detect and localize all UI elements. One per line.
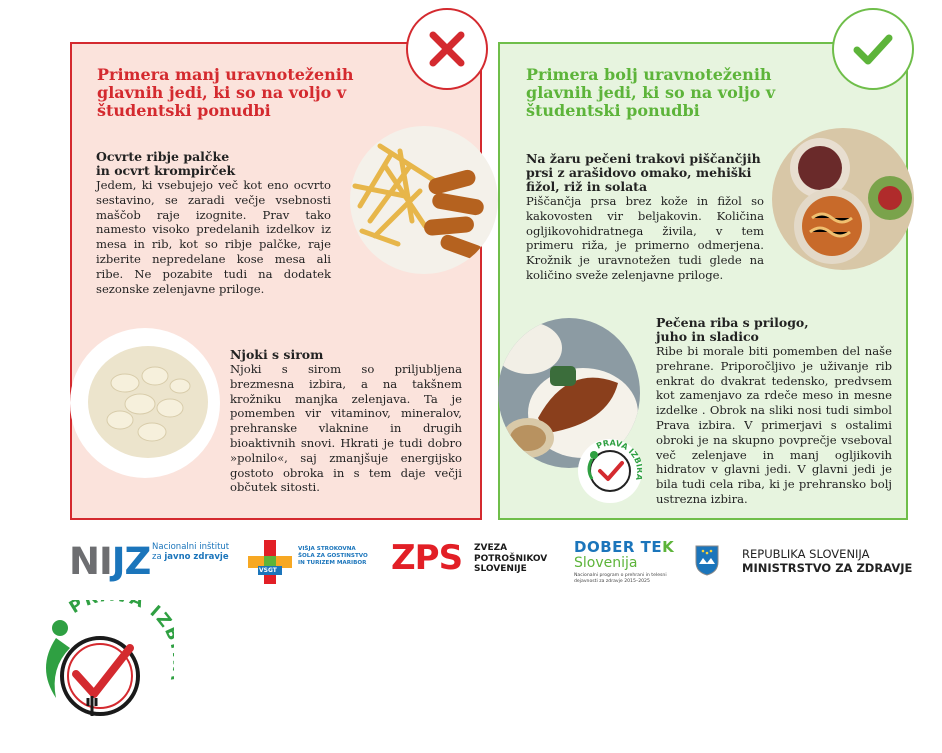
ministry-name: REPUBLIKA SLOVENIJA MINISTRSTVO ZA ZDRAVJE (742, 547, 913, 575)
nijz-logo: NIJZ (69, 540, 151, 583)
item-text: Jedem, ki vsebujejo več kot eno ocvrto sestavino, se zaradi večje vsebnosti maščob raje izognite. Prav tako namesto visoko predelanih izdelkov iz mesa in rib, kot so ribje palčke, raje izberite nepredelane kose mesa ali ribe. Ne pozabite tudi na dodatek sezonske zelenjavne priloge. (96, 178, 331, 296)
gnocchi-photo (70, 328, 220, 478)
fish-item (656, 316, 892, 507)
svg-text:PRAVA IZBIRA: P A IZ (65, 600, 174, 633)
item-heading: Na žaru pečeni trakovi piščančjih prsi z arašidovo omako, mehiški fižol, riž in solata (526, 151, 761, 194)
svg-text:PRAVA IZBIRA: PRAVA IZB (595, 439, 642, 466)
check-badge (832, 8, 914, 90)
item-text: Ribe bi morale biti pomemben del naše prehrane. Priporočljivo je uživanje rib enkrat do dvakrat tedensko, predvsem kot zamenjavo za rdeče meso in mesne izdelke . Obrok na sliki nosi tudi simbol Prava izbira. V primerjavi s ostalimi obroki je na skupno povprečje vseboval več zelenjave in manj ogljikovih hidratov v glavni jedi. V glavni jedi je bila tudi cela riba, ki je prehransko bolj ustrezna izbira. (656, 344, 892, 506)
item-text: Njoki s sirom so priljubljena brezmesna izbira, a na takšnem krožniku manjka zelenjava. Ta je pomemben vir vitaminov, mineralov, prehranske vlaknine in drugih bioaktivnih snovi. Hkrati je tudi dobro »polnilo«, saj zmanjšuje energijsko gostoto obroka in s tem daje večji občutek sitosti. (230, 362, 462, 495)
bad-panel-title: Primera manj uravnoteženih glavnih jedi, ki so na voljo v študentski ponudbi (97, 65, 354, 120)
prava-izbira-logo (34, 600, 174, 740)
x-icon (425, 28, 469, 70)
dober-tek-logo: DOBER TEK Slovenija Nacionalni program o prehrani in telesni dejavnosti za zdravje 2015–2025 (574, 538, 675, 584)
slovenia-coat-of-arms-icon (694, 544, 720, 576)
more-balanced-panel (498, 42, 908, 520)
nijz-name: Nacionalni inštitut za javno zdravje (152, 542, 230, 562)
item-heading: Ocvrte ribje palčke in ocvrt krompirček (96, 149, 236, 178)
item-text: Piščančja prsa brez kože in fižol so kakovosten vir beljakovin. Količina ogljikovohidratnega živila, v tem primeru riža, je primerno odmerjena. Krožnik je uravnotežen tudi glede na količino sveže zelenjavne priloge. (526, 194, 764, 282)
fish-sticks-item (96, 150, 331, 296)
zps-name: ZVEZA POTROŠNIKOV SLOVENIJE (474, 543, 548, 574)
gnocchi-item (230, 348, 462, 495)
fish-sticks-photo (350, 126, 498, 274)
prava-izbira-small-logo (578, 439, 642, 503)
chicken-item (526, 152, 764, 283)
vsgt-logo: VSGT (248, 540, 292, 584)
chicken-bowls-photo (772, 128, 914, 270)
vsgt-name: VIŠJA STROKOVNA ŠOLA ZA GOSTINSTVO IN TURIZEM MARIBOR (298, 546, 368, 566)
good-panel-title: Primera bolj uravnoteženih glavnih jedi, ki so na voljo v študentski ponudbi (526, 65, 776, 120)
x-badge (406, 8, 488, 90)
item-heading: Njoki s sirom (230, 347, 324, 362)
item-heading: Pečena riba s prilogo, juho in sladico (656, 315, 809, 344)
zps-logo: ZPS (391, 538, 463, 578)
less-balanced-panel (70, 42, 482, 520)
partner-logos (0, 538, 942, 588)
check-icon (851, 28, 895, 70)
